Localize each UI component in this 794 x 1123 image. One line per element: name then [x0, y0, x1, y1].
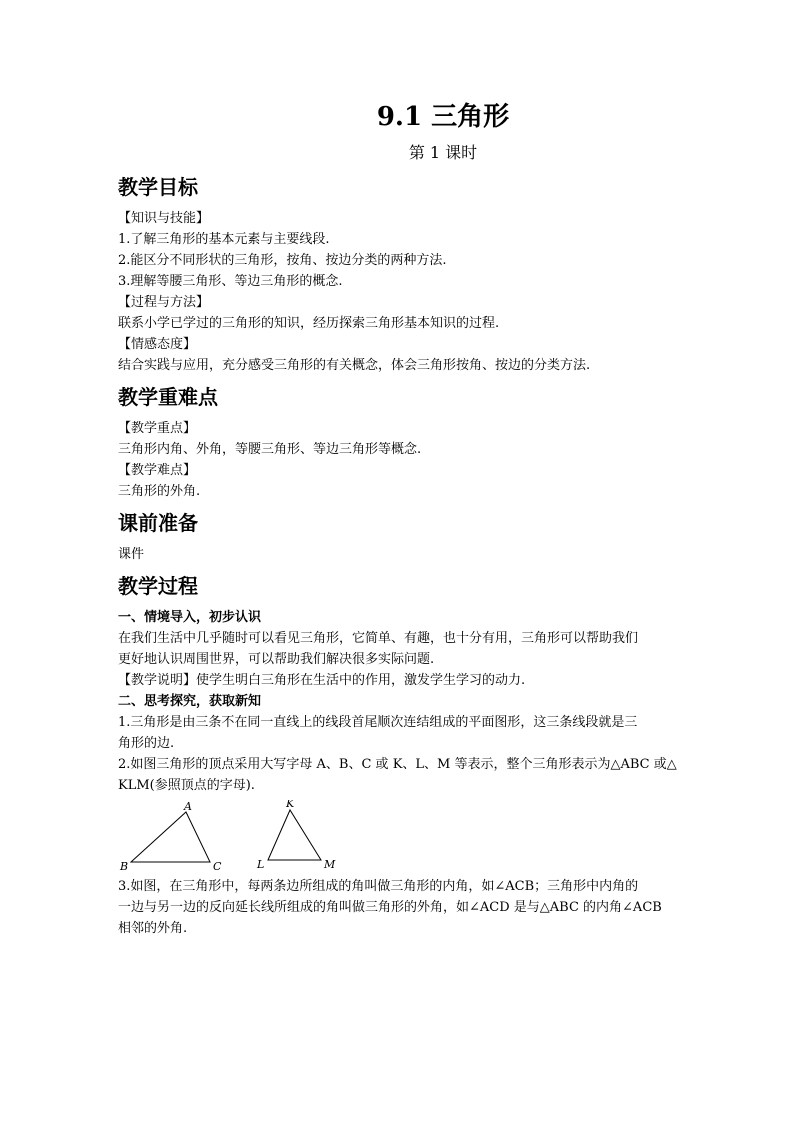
knowledge-label: 【知识与技能】	[118, 211, 210, 226]
label-m: M	[324, 858, 336, 871]
attitude-label: 【情感态度】	[118, 337, 197, 352]
item2-line-1: 2.如图三角形的顶点采用大写字母 A、B、C 或 K、L、M 等表示，整个三角形表示为△ABC 或△	[118, 757, 677, 772]
label-k: K	[286, 800, 295, 810]
item3-line-2: 一边与另一边的反向延长线所组成的角叫做三角形的外角，如∠ACD 是与△ABC 的内角∠ACB	[118, 900, 662, 915]
process-method-label: 【过程与方法】	[118, 295, 210, 310]
triangle-klm	[268, 810, 321, 860]
attitude-text: 结合实践与应用，充分感受三角形的有关概念，体会三角形按角、按边的分类方法.	[118, 358, 591, 373]
triangle-abc	[131, 812, 210, 862]
focus-text: 三角形内角、外角，等腰三角形、等边三角形等概念.	[118, 442, 422, 457]
part1-text-line-2: 更好地认识周围世界，可以帮助我们解决很多实际问题.	[118, 652, 435, 667]
key-points-heading: 教学重难点	[118, 385, 218, 409]
label-c: C	[213, 860, 222, 873]
difficulty-text: 三角形的外角.	[118, 484, 201, 499]
part2-title: 二、思考探究，获取新知	[118, 694, 262, 709]
item1-line-1: 1.三角形是由三条不在同一直线上的线段首尾顺次连结组成的平面图形，这三条线段就是三	[118, 715, 638, 730]
focus-label: 【教学重点】	[118, 421, 197, 436]
knowledge-item-3: 3.理解等腰三角形、等边三角形的概念.	[118, 274, 343, 289]
process-method-text: 联系小学已学过的三角形的知识，经历探索三角形基本知识的过程.	[118, 316, 500, 331]
label-a: A	[184, 800, 192, 813]
prep-text: 课件	[118, 547, 145, 562]
objectives-heading: 教学目标	[118, 175, 198, 199]
item3-line-1: 3.如图，在三角形中，每两条边所组成的角叫做三角形的内角，如∠ACB；三角形中内角的	[118, 879, 639, 894]
part1-note: 【教学说明】使学生明白三角形在生活中的作用，激发学生学习的动力.	[118, 673, 526, 688]
triangles-figure	[118, 800, 678, 876]
page-subtitle: 第 1 课时	[408, 143, 478, 162]
item3-line-3: 相邻的外角.	[118, 921, 188, 936]
triangles-diagram	[118, 800, 378, 876]
document-page	[118, 98, 678, 939]
item2-line-2: KLM(参照顶点的字母).	[118, 778, 255, 793]
knowledge-item-2: 2.能区分不同形状的三角形，按角、按边分类的两种方法.	[118, 253, 447, 268]
item1-line-2: 角形的边.	[118, 736, 175, 751]
part1-text-line-1: 在我们生活中几乎随时可以看见三角形，它简单、有趣，也十分有用，三角形可以帮助我们	[118, 631, 639, 646]
label-l: L	[257, 858, 265, 871]
process-heading: 教学过程	[118, 574, 198, 598]
difficulty-label: 【教学难点】	[118, 463, 197, 478]
page-title: 9.1 三角形	[376, 102, 510, 132]
knowledge-item-1: 1.了解三角形的基本元素与主要线段.	[118, 232, 330, 247]
label-b: B	[120, 860, 129, 873]
part1-title: 一、情境导入，初步认识	[118, 610, 262, 625]
prep-heading: 课前准备	[118, 511, 198, 535]
